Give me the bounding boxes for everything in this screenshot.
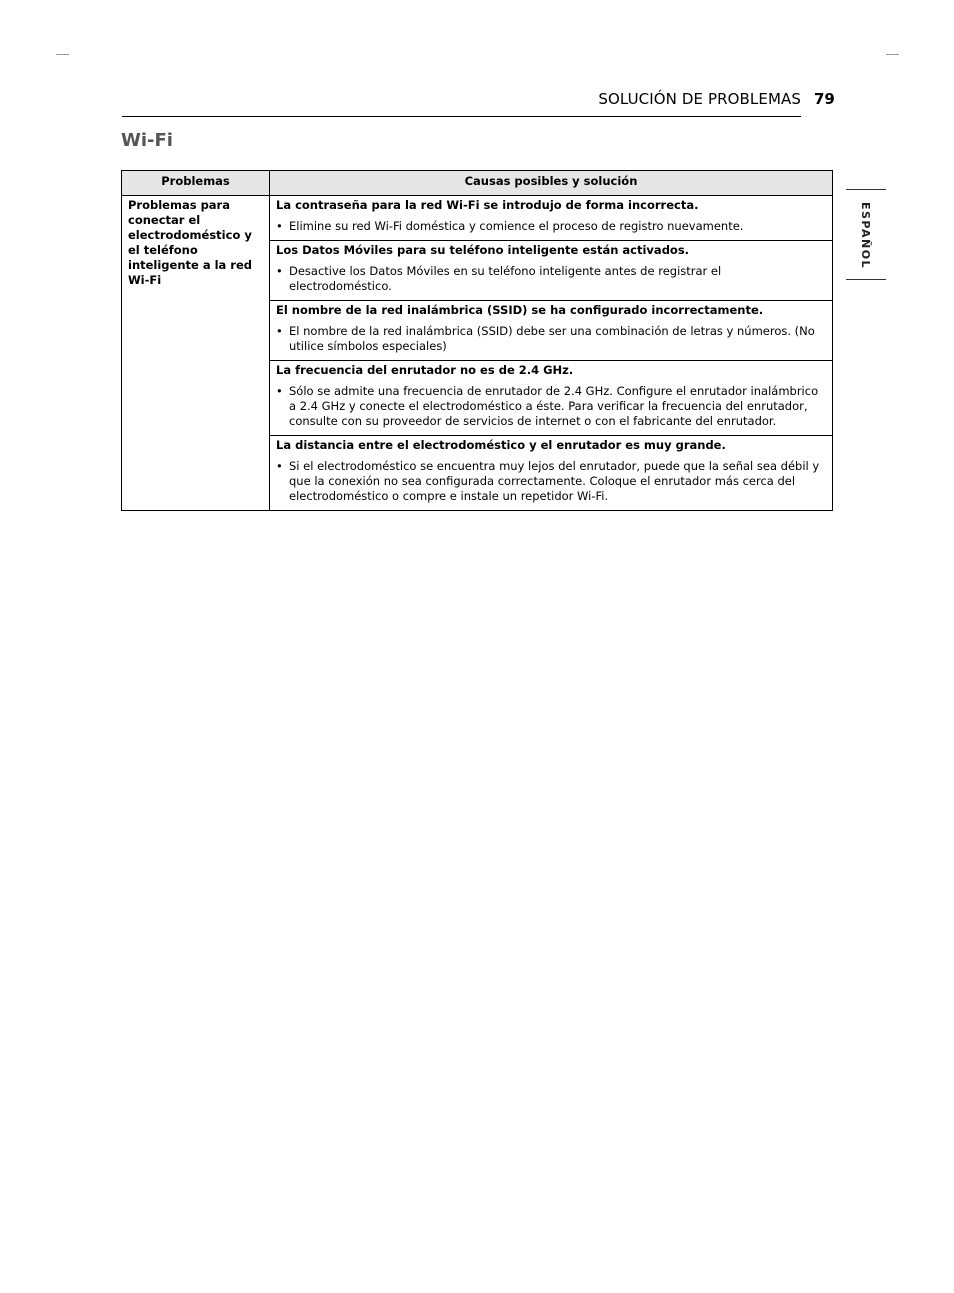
cause-title: El nombre de la red inalámbrica (SSID) se ha configurado incorrectamente. [276, 303, 764, 317]
solution-item [276, 459, 826, 504]
solution-item [276, 384, 826, 429]
bullet-icon: • [276, 264, 283, 278]
cause-cell [270, 196, 833, 241]
column-header-causes: Causas posibles y solución [270, 171, 833, 196]
cause-cell [270, 361, 833, 436]
cause-cell [270, 241, 833, 301]
column-header-problems: Problemas [122, 171, 270, 196]
table-header-row [122, 171, 833, 196]
bullet-icon: • [276, 459, 283, 473]
bullet-icon: • [276, 384, 283, 398]
bullet-icon: • [276, 219, 283, 233]
solution-text: Elimine su red Wi-Fi doméstica y comience el proceso de registro nuevamente. [289, 219, 744, 233]
table-row [122, 196, 833, 241]
solution-item [276, 324, 826, 354]
page-title: Wi-Fi [121, 130, 173, 151]
language-label: ESPAÑOL [859, 202, 872, 270]
bullet-icon: • [276, 324, 283, 338]
page-header [122, 88, 801, 117]
cause-cell [270, 436, 833, 511]
solution-text: El nombre de la red inalámbrica (SSID) debe ser una combinación de letras y números. (No utilice símbolos especiales) [289, 324, 815, 353]
cause-cell [270, 301, 833, 361]
header-section-title: SOLUCIÓN DE PROBLEMAS [598, 90, 801, 108]
solution-text: Desactive los Datos Móviles en su teléfono inteligente antes de registrar el electrodoméstico. [289, 264, 722, 293]
troubleshooting-table [121, 170, 833, 511]
solution-text: Si el electrodoméstico se encuentra muy lejos del enrutador, puede que la señal sea débil y que la conexión no sea configurada correctamente. Coloque el enrutador más cerca del electrodoméstico o compre e instale un repetidor Wi-Fi. [289, 459, 820, 503]
cause-title: La contraseña para la red Wi-Fi se introdujo de forma incorrecta. [276, 198, 699, 212]
language-side-tab [846, 189, 886, 280]
solution-text: Sólo se admite una frecuencia de enrutador de 2.4 GHz. Configure el enrutador inalámbrico a 2.4 GHz y conecte el electrodoméstico a éste. Para verificar la frecuencia del enrutador, consulte con su proveedor de servicios de internet o con el fabricante del enrutador. [289, 384, 819, 428]
cause-title: La frecuencia del enrutador no es de 2.4 GHz. [276, 363, 574, 377]
crop-mark-right [886, 54, 899, 55]
cause-title: La distancia entre el electrodoméstico y el enrutador es muy grande. [276, 438, 726, 452]
solution-item [276, 264, 826, 294]
crop-mark-left [56, 54, 69, 55]
problem-cell: Problemas para conectar el electrodoméstico y el teléfono inteligente a la red Wi-Fi [122, 196, 270, 511]
cause-title: Los Datos Móviles para su teléfono inteligente están activados. [276, 243, 690, 257]
page-number: 79 [814, 90, 835, 108]
solution-item [276, 219, 826, 234]
